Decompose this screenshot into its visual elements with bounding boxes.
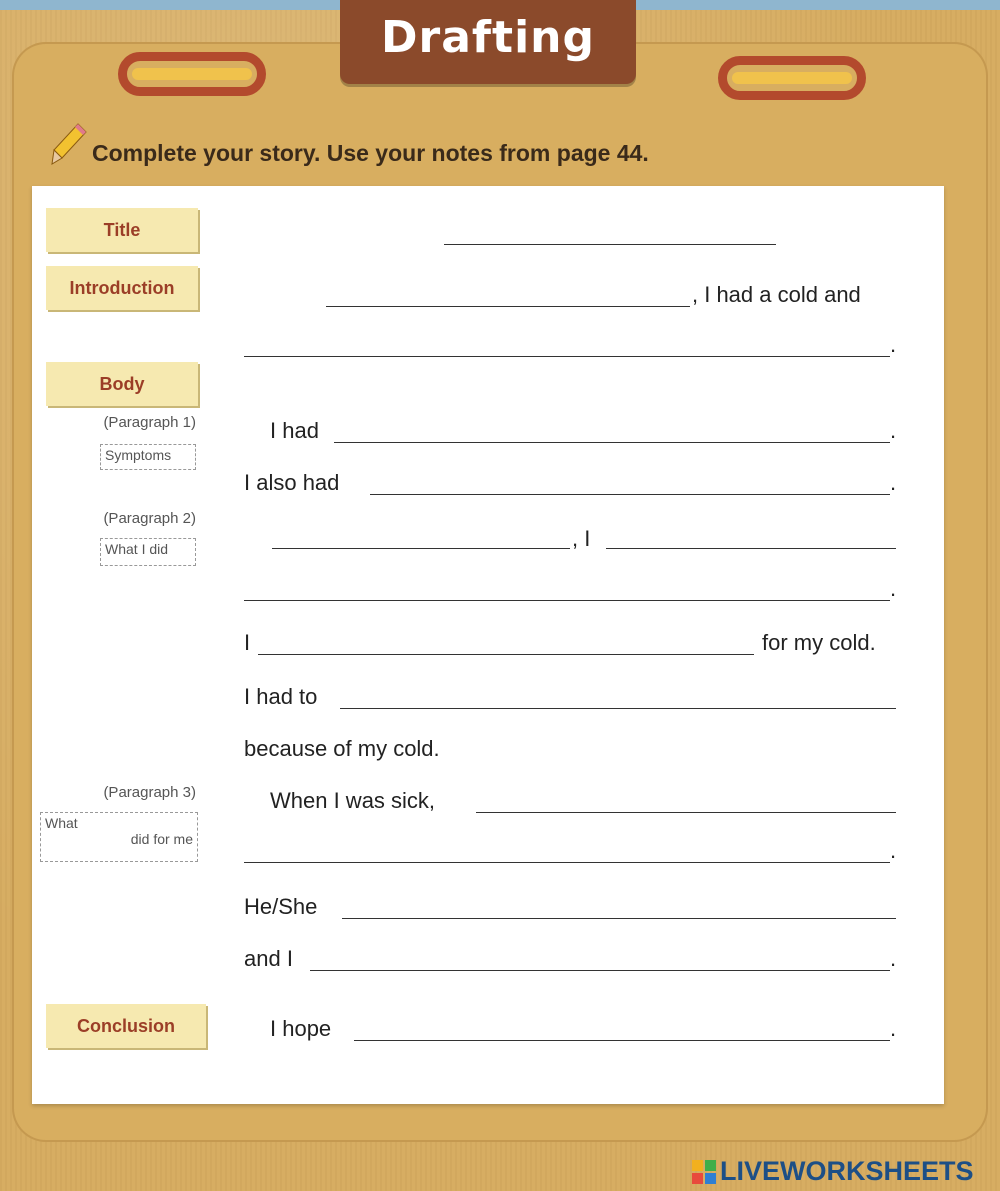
label-conclusion: Conclusion — [46, 1004, 206, 1048]
p3-and-i: and I — [244, 946, 293, 971]
note-what-did-for-me — [40, 812, 198, 862]
paragraph-2-label: (Paragraph 2) — [103, 510, 196, 527]
liveworksheets-logo-icon — [692, 1160, 716, 1184]
label-body: Body — [46, 362, 198, 406]
label-title: Title — [46, 208, 198, 252]
p2-blank-2[interactable] — [606, 548, 896, 549]
p2-had-to: I had to — [244, 684, 318, 709]
p2-period-1: . — [890, 576, 897, 601]
p2-blank-3[interactable] — [244, 600, 890, 601]
paragraph-3-label: (Paragraph 3) — [103, 784, 196, 801]
note-what-line1: What — [45, 815, 78, 831]
conclusion-i-hope: I hope — [270, 1016, 332, 1041]
p2-blank-1[interactable] — [272, 548, 570, 549]
instruction-text: Complete your story. Use your notes from page 44. — [92, 140, 649, 166]
p3-when-sick: When I was sick, — [270, 788, 436, 813]
note-what-i-did: What I did — [100, 538, 196, 566]
p2-blank-5[interactable] — [340, 708, 896, 709]
p3-period-2: . — [890, 946, 897, 971]
p1-period-1: . — [890, 418, 897, 443]
conclusion-blank[interactable] — [354, 1040, 890, 1041]
conclusion-period: . — [890, 1016, 897, 1041]
p3-blank-2[interactable] — [244, 862, 890, 863]
p1-blank-1[interactable] — [334, 442, 890, 443]
liveworksheets-brand: LIVEWORKSHEETS — [720, 1156, 974, 1186]
intro-period: . — [890, 332, 897, 357]
right-ring-bar — [732, 72, 852, 84]
intro-blank-2[interactable] — [244, 356, 890, 357]
page-title: Drafting — [381, 12, 595, 63]
p1-also-had: I also had — [244, 470, 340, 495]
intro-text: , I had a cold and — [692, 282, 861, 307]
p3-blank-4[interactable] — [310, 970, 890, 971]
p3-period-1: . — [890, 838, 897, 863]
intro-blank-1[interactable] — [326, 306, 690, 307]
p1-period-2: . — [890, 470, 897, 495]
pencil-icon — [50, 122, 88, 166]
p3-he-she: He/She — [244, 894, 318, 919]
p2-blank-4[interactable] — [258, 654, 754, 655]
note-symptoms: Symptoms — [100, 444, 196, 470]
title-blank[interactable] — [444, 244, 776, 245]
note-what-line2: did for me — [130, 831, 193, 847]
p2-i: I — [244, 630, 251, 655]
p2-because: because of my cold. — [244, 736, 440, 761]
p1-blank-2[interactable] — [370, 494, 890, 495]
p1-i-had: I had — [270, 418, 319, 443]
header-tab — [340, 0, 636, 84]
p3-blank-3[interactable] — [342, 918, 896, 919]
label-introduction: Introduction — [46, 266, 198, 310]
p3-blank-1[interactable] — [476, 812, 896, 813]
left-ring-bar — [132, 68, 252, 80]
p2-comma-i: , I — [572, 526, 591, 551]
p2-for-my-cold: for my cold. — [762, 630, 876, 655]
paragraph-1-label: (Paragraph 1) — [103, 414, 196, 431]
